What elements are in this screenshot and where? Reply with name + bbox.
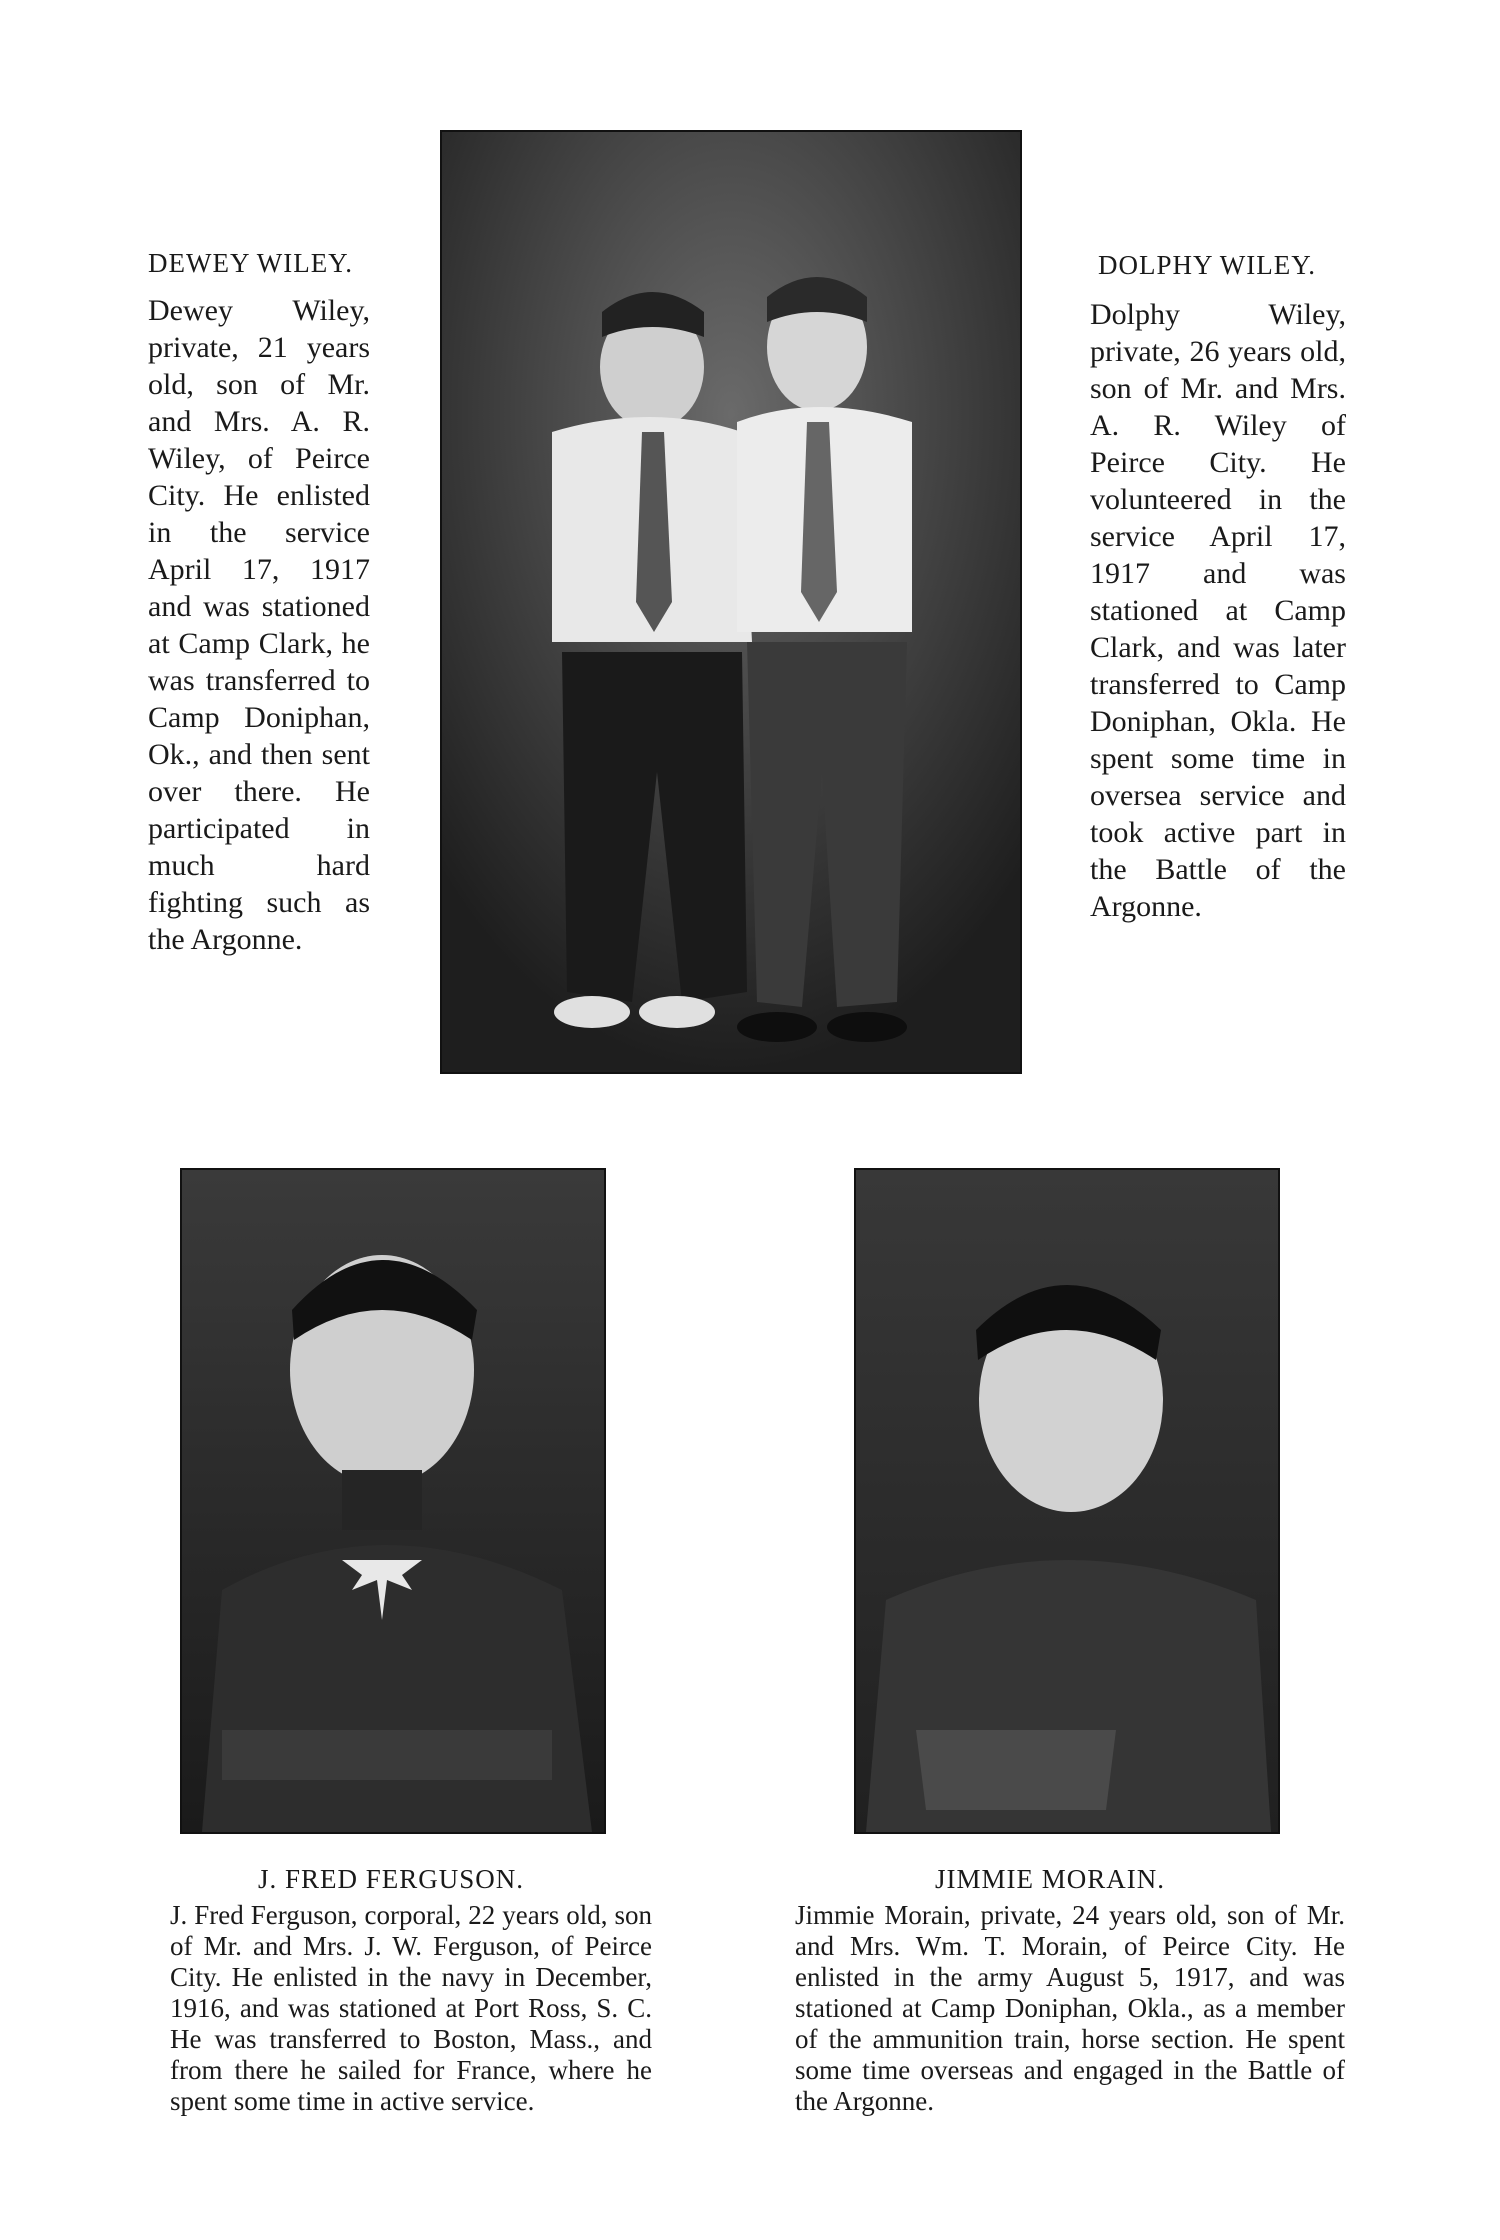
- dolphy-wiley-heading: DOLPHY WILEY.: [1098, 250, 1316, 280]
- wiley-brothers-image: [442, 132, 1020, 1072]
- dolphy-wiley-text: Dolphy Wiley, private, 26 years old, son of Mr. and Mrs. A. R. Wiley of Peirce City. He volunteered in the service April 17, 1917 and was stationed at Camp Clark, and was later transferred to Camp Doniphan, Okla. He spent some time in oversea service and took active part in the Battle of the Argonne.: [1090, 298, 1346, 923]
- morain-heading: JIMMIE MORAIN.: [935, 1864, 1165, 1894]
- wiley-brothers-photo: [440, 130, 1022, 1074]
- dewey-wiley-text: Dewey Wiley, private, 21 years old, son of Mr. and Mrs. A. R. Wiley, of Peirce City. He enlisted in the service April 17, 1917 and was stationed at Camp Clark, he was transferred to Camp Doniphan, Ok., and then sent over there. He participated in much hard fighting such as the Argonne.: [148, 294, 370, 956]
- ferguson-heading: J. FRED FERGUSON.: [257, 1864, 525, 1894]
- ferguson-photo: [180, 1168, 606, 1834]
- morain-image: [856, 1170, 1278, 1832]
- morain-text: Jimmie Morain, private, 24 years old, son of Mr. and Mrs. Wm. T. Morain, of Peirce City. He enlisted in the army August 5, 1917, and was stationed at Camp Doniphan, Okla., as a member of the ammunition train, horse section. He spent some time overseas and engaged in the Battle of the Argonne.: [795, 1900, 1345, 2116]
- morain-photo: [854, 1168, 1280, 1834]
- ferguson-text: J. Fred Ferguson, corporal, 22 years old, son of Mr. and Mrs. J. W. Ferguson, of Peirce City. He enlisted in the navy in December, 1916, and was stationed at Port Ross, S. C. He was transferred to Boston, Mass., and from there he sailed for France, where he spent some time in active service.: [170, 1900, 652, 2116]
- ferguson-image: [182, 1170, 604, 1832]
- dewey-wiley-heading: DEWEY WILEY.: [148, 248, 353, 278]
